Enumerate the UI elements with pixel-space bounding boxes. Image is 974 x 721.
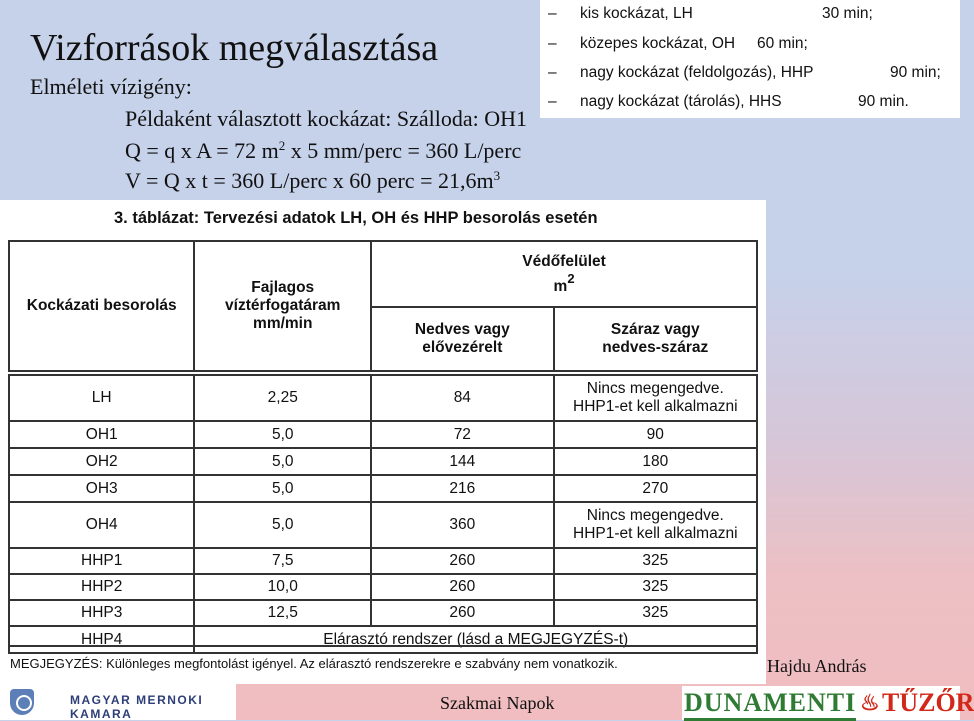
cell-wet: 260 xyxy=(371,600,553,626)
cell-risk: HHP3 xyxy=(9,600,194,626)
cell-wet: 360 xyxy=(371,502,553,548)
header-area: Védőfelület $m^2$ xyxy=(371,241,757,307)
example-risk-line: Példaként választott kockázat: Szálloda: OH1 xyxy=(125,106,527,131)
table-row xyxy=(9,375,757,421)
cell-density: 12,5 xyxy=(194,600,371,626)
cell-dry: 325 xyxy=(554,600,757,626)
cell-wet: 72 xyxy=(371,421,553,448)
cell-density: 5,0 xyxy=(194,421,371,448)
author-name: Hajdu András xyxy=(767,656,867,676)
cell-risk: HHP1 xyxy=(9,548,194,574)
slide-subtitle: Elméleti vízigény: xyxy=(30,74,192,99)
table-row xyxy=(9,548,757,574)
cell-density: 10,0 xyxy=(194,574,371,600)
header-risk: Kockázati besorolás xyxy=(9,241,194,371)
table-note: MEGJEGYZÉS: Különleges megfontolást igényel. Az elárasztó rendszerekre e szabvány nem vonatkozik. xyxy=(10,656,618,671)
cell-merged: Elárasztó rendszer (lásd a MEGJEGYZÉS-t) xyxy=(194,626,757,653)
table-row xyxy=(9,502,757,548)
cell-risk: LH xyxy=(9,375,194,421)
cell-wet: 144 xyxy=(371,448,553,475)
brand-left: DUNAMENTI xyxy=(684,688,856,721)
table-row xyxy=(9,574,757,600)
risk-item: – nagy kockázat (feldolgozás), HHP 90 min; xyxy=(548,64,941,81)
header-density: Fajlagos víztérfogatáram mm/min xyxy=(194,241,371,371)
cell-dry: Nincs megengedve. HHP1-et kell alkalmazni xyxy=(554,502,757,548)
cell-dry: Nincs megengedve. HHP1-et kell alkalmazni xyxy=(554,375,757,421)
cell-risk: HHP4 xyxy=(9,626,194,653)
risk-item: – közepes kockázat, OH 60 min; xyxy=(548,35,808,52)
cell-density: 2,25 xyxy=(194,375,371,421)
cell-wet: 260 xyxy=(371,548,553,574)
header-wet: Nedves vagy elővezérelt xyxy=(371,307,553,371)
table-row xyxy=(9,475,757,502)
cell-risk: OH4 xyxy=(9,502,194,548)
design-data-table xyxy=(8,240,758,654)
risk-duration-list xyxy=(540,0,960,118)
table-row xyxy=(9,600,757,626)
cell-density: 5,0 xyxy=(194,502,371,548)
table-caption: 3. táblázat: Tervezési adatok LH, OH és HHP besorolás esetén xyxy=(114,209,598,227)
cell-wet: 216 xyxy=(371,475,553,502)
table-row xyxy=(9,421,757,448)
cell-dry: 325 xyxy=(554,574,757,600)
chamber-logo-strip xyxy=(0,684,236,720)
risk-item: – kis kockázat, LH 30 min; xyxy=(548,5,873,22)
design-data-table-panel xyxy=(0,200,766,684)
risk-item: – nagy kockázat (tárolás), HHS 90 min. xyxy=(548,93,909,110)
brand-right: TŰZŐR xyxy=(882,688,974,717)
cell-dry: 90 xyxy=(554,421,757,448)
table-row xyxy=(9,448,757,475)
header-dry: Száraz vagy nedves-száraz xyxy=(554,307,757,371)
cell-dry: 325 xyxy=(554,548,757,574)
cell-dry: 270 xyxy=(554,475,757,502)
chamber-name: MAGYAR MERNOKI KAMARA xyxy=(70,693,204,721)
cell-risk: HHP2 xyxy=(9,574,194,600)
flame-icon: ♨ xyxy=(860,690,880,715)
cell-dry: 180 xyxy=(554,448,757,475)
table-row xyxy=(9,626,757,653)
slide-title: Vizforrások megválasztása xyxy=(30,27,439,69)
cell-risk: OH3 xyxy=(9,475,194,502)
cell-density: 5,0 xyxy=(194,475,371,502)
cell-density: 5,0 xyxy=(194,448,371,475)
dunamenti-logo xyxy=(682,686,974,720)
flow-formula: Q = q x A = 72 $m^2$ x 5 mm/perc = 360 L/perc xyxy=(125,138,522,163)
event-name: Szakmai Napok xyxy=(440,693,555,713)
cell-wet: 260 xyxy=(371,574,553,600)
note-divider xyxy=(8,645,758,647)
volume-formula: V = Q x t = 360 L/perc x 60 perc = $21,6m^3$ xyxy=(125,168,501,193)
cell-density: 7,5 xyxy=(194,548,371,574)
cell-risk: OH2 xyxy=(9,448,194,475)
cell-wet: 84 xyxy=(371,375,553,421)
chamber-shield-icon xyxy=(10,689,34,715)
cell-risk: OH1 xyxy=(9,421,194,448)
